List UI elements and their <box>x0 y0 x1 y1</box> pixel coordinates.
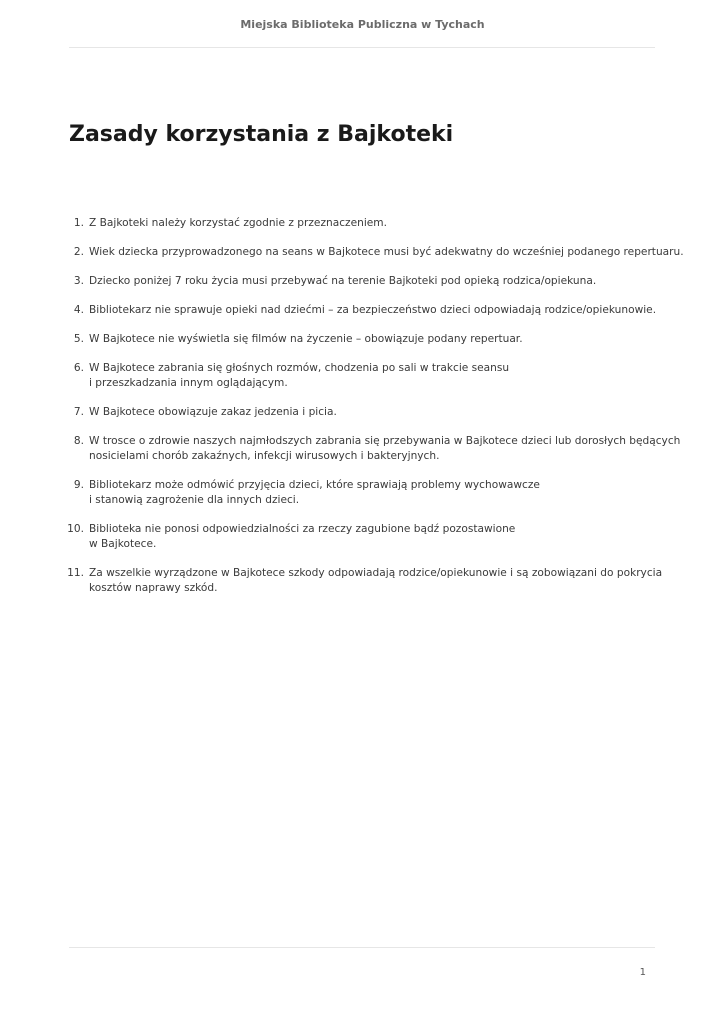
rule-number: 6. <box>73 362 84 374</box>
rule-text-line: Dziecko poniżej 7 roku życia musi przebywać na terenie Bajkoteki pod opieką rodzica/opiekuna. <box>89 275 597 287</box>
rule-text-line: W trosce o zdrowie naszych najmłodszych zabrania się przebywania w Bajkotece dzieci lub dorosłych będących <box>89 435 681 447</box>
rule-number: 10. <box>67 523 84 535</box>
rule-text-line: w Bajkotece. <box>89 538 157 550</box>
rule-text-line: Biblioteka nie ponosi odpowiedzialności za rzeczy zagubione bądź pozostawione <box>89 523 516 535</box>
rule-number: 1. <box>73 217 84 229</box>
page-header <box>0 17 725 33</box>
rule-text-line: nosicielami chorób zakaźnych, infekcji wirusowych i bakteryjnych. <box>89 450 440 462</box>
rule-number: 2. <box>73 246 84 258</box>
rule-text-line: i stanowią zagrożenie dla innych dzieci. <box>89 494 300 506</box>
rule-number: 3. <box>73 275 84 287</box>
rule-text-line: Za wszelkie wyrządzone w Bajkotece szkody odpowiadają rodzice/opiekunowie i są zobowiązani do pokrycia <box>89 567 663 579</box>
rule-item <box>0 478 725 508</box>
rule-text-line: W Bajkotece nie wyświetla się filmów na życzenie – obowiązuje podany repertuar. <box>89 333 523 345</box>
rule-text-line: W Bajkotece zabrania się głośnych rozmów, chodzenia po sali w trakcie seansu <box>89 362 510 374</box>
rule-text-line: i przeszkadzania innym oglądającym. <box>89 377 288 389</box>
rule-text-line: kosztów naprawy szkód. <box>89 582 218 594</box>
rule-number: 9. <box>73 479 84 491</box>
rule-number: 7. <box>73 406 84 418</box>
rule-item <box>0 361 725 391</box>
header-divider <box>69 47 655 48</box>
rule-text-line: Wiek dziecka przyprowadzonego na seans w Bajkotece musi być adekwatny do wcześniej podanego repertuaru. <box>89 246 684 258</box>
rule-text-line: Z Bajkoteki należy korzystać zgodnie z przeznaczeniem. <box>89 217 387 229</box>
rule-item <box>0 245 725 260</box>
rule-number: 4. <box>73 304 84 316</box>
rule-item <box>0 434 725 464</box>
rule-item <box>0 566 725 596</box>
rule-item <box>0 522 725 552</box>
page-number: 1 <box>639 967 646 978</box>
rule-text-line: W Bajkotece obowiązuje zakaz jedzenia i picia. <box>89 406 337 418</box>
institution-name: Miejska Biblioteka Publiczna w Tychach <box>240 18 485 31</box>
rule-item <box>0 405 725 420</box>
rule-item <box>0 274 725 289</box>
footer-divider <box>69 947 655 948</box>
document-title: Zasady korzystania z Bajkoteki <box>69 122 454 147</box>
rule-number: 11. <box>67 567 84 579</box>
rule-text-line: Bibliotekarz może odmówić przyjęcia dzieci, które sprawiają problemy wychowawcze <box>89 479 540 491</box>
rules-list <box>0 216 725 610</box>
rule-number: 8. <box>73 435 84 447</box>
rule-text-line: Bibliotekarz nie sprawuje opieki nad dziećmi – za bezpieczeństwo dzieci odpowiadają rodzice/opiekunowie. <box>89 304 657 316</box>
rule-item <box>0 332 725 347</box>
rule-number: 5. <box>73 333 84 345</box>
rule-item <box>0 303 725 318</box>
rule-item <box>0 216 725 231</box>
